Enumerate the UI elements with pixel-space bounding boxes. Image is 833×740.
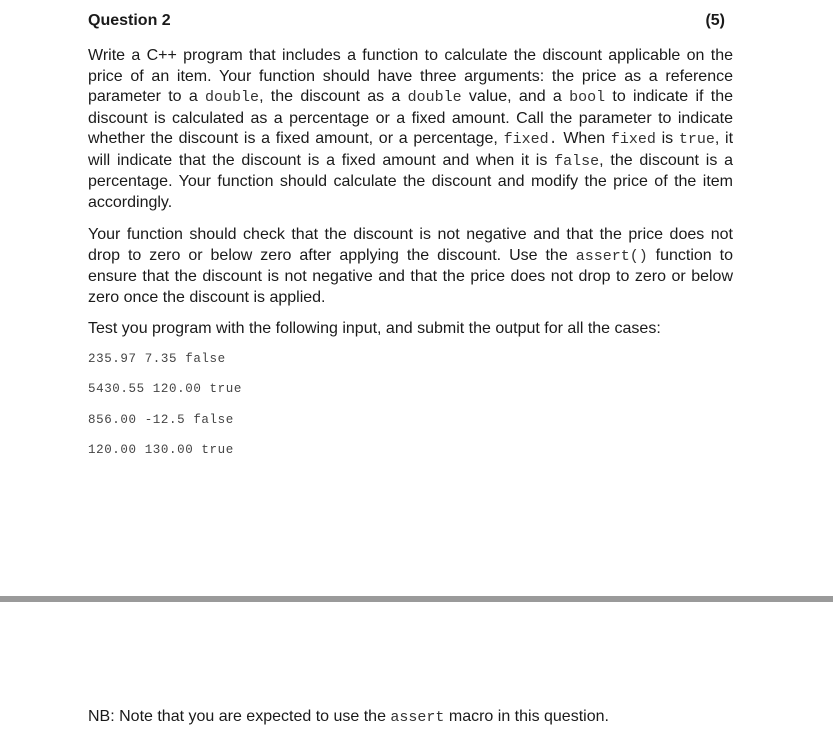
- test-input-line: 120.00 130.00 true: [88, 443, 234, 457]
- text-run: Write a C++ program that includes a function to calculate the discount applicable on the price of an item. Your function should have three arguments: the price as a reference parameter to a: [88, 47, 733, 105]
- code-double: double: [407, 89, 462, 106]
- text-run: is: [655, 130, 679, 147]
- question-header: [88, 12, 733, 34]
- text-run: , the discount as a: [259, 88, 408, 105]
- text-run: When: [557, 130, 611, 147]
- page-divider: [0, 596, 833, 602]
- text-run: NB: Note that you are expected to use the: [88, 708, 391, 725]
- code-assert-function: assert(): [575, 247, 648, 265]
- text-run: , the discount is a percentage. Your function should calculate the discount and modify the price of the item accordingly.: [88, 151, 734, 211]
- test-input-line: 5430.55 120.00 true: [88, 382, 242, 396]
- code-double: double: [205, 89, 260, 106]
- code-false: false: [554, 152, 600, 170]
- test-input-line: 856.00 -12.5 false: [88, 413, 234, 427]
- text-run: value, and a: [461, 88, 570, 105]
- code-fixed: fixed: [610, 131, 656, 148]
- question-title: Question 2: [88, 12, 171, 29]
- code-fixed: fixed.: [503, 131, 558, 148]
- test-instructions: Test you program with the following input, and submit the output for all the cases:: [88, 320, 661, 337]
- code-assert: assert: [390, 709, 445, 726]
- text-run: , it will indicate that the discount is a fixed amount and when it is: [88, 130, 734, 169]
- code-bool: bool: [569, 89, 606, 106]
- validation-paragraph: [88, 225, 733, 308]
- question-marks: (5): [705, 12, 725, 29]
- test-input-line: 235.97 7.35 false: [88, 352, 226, 366]
- code-true: true: [678, 131, 715, 148]
- note-text: [88, 707, 609, 728]
- text-run: macro in this question.: [444, 708, 609, 725]
- text-run: function to ensure that the discount is not negative and that the price does not drop to zero or below zero once the discount is applied.: [88, 246, 733, 306]
- instructions-paragraph: [88, 46, 733, 213]
- text-run: Your function should check that the discount is not negative and that the price does not drop to zero or below zero after applying the discount. Use the: [88, 226, 733, 264]
- text-run: to indicate if the discount is calculated as a percentage or a fixed amount. Call the parameter to indicate whether the discount is a fixed amount, or a percentage,: [88, 88, 734, 147]
